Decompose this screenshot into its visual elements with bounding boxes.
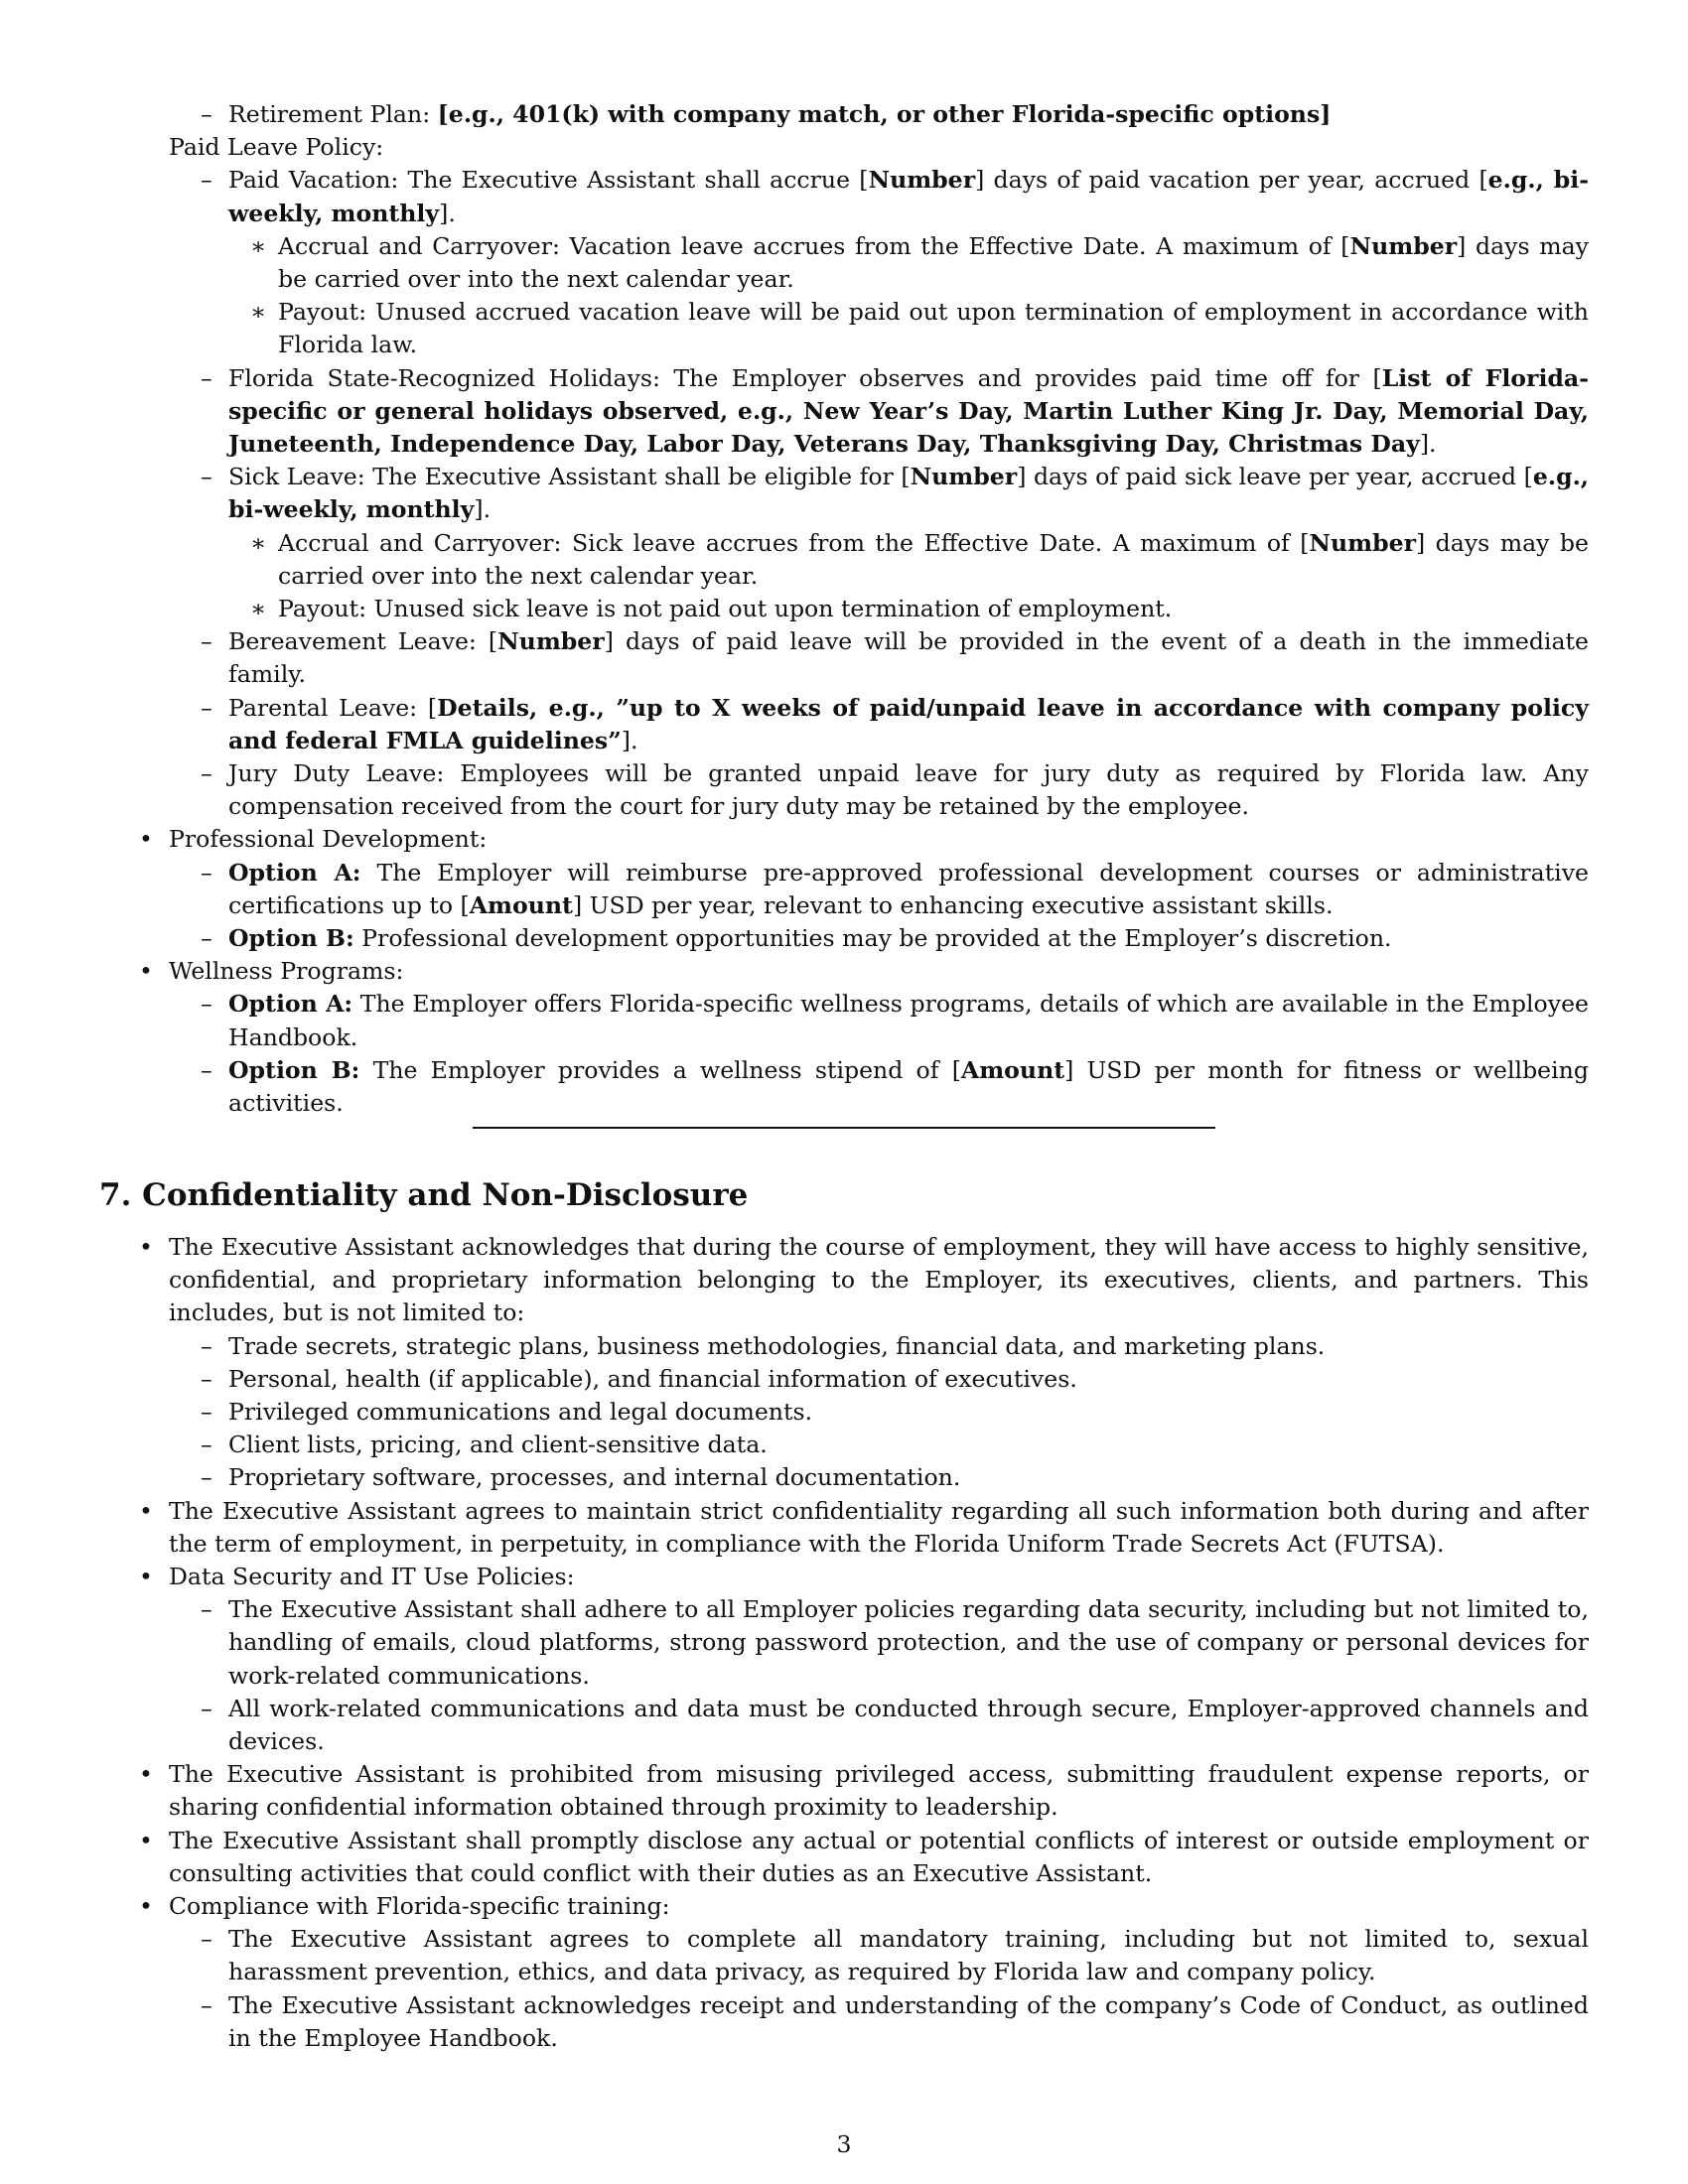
vacation-payout: ∗ Payout: Unused accrued vacation leave will be paid out upon termination of employment in accordance with Florida law. [228,296,1589,361]
sick-leave: – Sick Leave: The Executive Assistant shall be eligible for [Number] days of paid sick leave per year, accrued [e.g., bi-weekly, monthly]. ∗ Accrual and Carryover: Sick leave accrues from the Effective Date. A maximum of [Number] days may be carried over into the next calendar year. ∗ Payout: Unused sick leave is not paid out upon termination of employment. [169,461,1589,625]
list-item: – Trade secrets, strategic plans, business methodologies, financial data, and marketing plans. [169,1330,1589,1363]
confidentiality-section [99,1231,1589,2055]
list-item: – Privileged communications and legal documents. [169,1396,1589,1429]
list-item: – Proprietary software, processes, and internal documentation. [169,1461,1589,1494]
sick-payout: ∗ Payout: Unused sick leave is not paid out upon termination of employment. [228,593,1589,625]
training-compliance: • Compliance with Florida-specific training: – The Executive Assistant agrees to complete all mandatory training, including but not limited to, sexual harassment prevention, ethics, and data privacy, as required by Florida law and company policy. – The Executive Assistant acknowledges receipt and understanding of the company’s Code of Conduct, as outlined in the Employee Handbook. [99,1890,1589,2055]
paid-leave-policy: Paid Leave Policy: – Paid Vacation: The Executive Assistant shall accrue [Number] days of paid vacation per year, accrued [e.g., bi-weekly, monthly]. ∗ Accrual and Carryover: Vacation leave accrues from the Effective Date. A maximum of [Number] days may be carried over into the next calendar year. ∗ Payout: Unused accrued vacation leave will be paid out upon termination of employment in accordance with Florida law. – Florida State-Recognized Holidays: The Employer observes and provides paid time off for [List of Florida-specific or general holidays observed, e.g., New Year’s Day, Martin Luther King Jr. Day, Memorial Day, Juneteenth, Independence Day, Labor Day, Veterans Day, Thanksgiving Day, Christmas Day]. – Sick Leave: The Executive Assistant shall be eligible for [Number] days of paid sick leave per year, accrued [e.g., bi-weekly, monthly]. ∗ Accrual and Carryover: Sick leave accrues from the Effective Date. A maximum of [Number] days may be carried over into the next calendar year. ∗ Payout: Unused sick leave is not paid out upon termination of employment. – Bereavement Leave: [Number] days of paid leave will be provided in the event of a death in the immediate family. – Parental Leave: [Details, e.g., ”up to X weeks of paid/unpaid leave in accordance with company policy and federal FMLA guidelines”]. – Jury Duty Leave: Employees will be granted unpaid leave for jury duty as required by Florida law. Any compensation received from the court for jury duty may be retained by the employee. [99,131,1589,823]
retirement-continuation [99,98,1589,131]
access-acknowledgement: • The Executive Assistant acknowledges that during the course of employment, they will have access to highly sensitive, confidential, and proprietary information belonging to the Employer, its executives, clients, and partners. This includes, but is not limited to: – Trade secrets, strategic plans, business methodologies, financial data, and marketing plans. – Personal, health (if applicable), and financial information of executives. – Privileged communications and legal documents. – Client lists, pricing, and client-sensitive data. – Proprietary software, processes, and internal documentation. [99,1231,1589,1495]
sick-accrual: ∗ Accrual and Carryover: Sick leave accrues from the Effective Date. A maximum of [Number] days may be carried over into the next calendar year. [228,527,1589,593]
prof-dev-option-b: – Option B: Professional development opportunities may be provided at the Employer’s discretion. [169,922,1589,955]
retirement-plan-item: – Retirement Plan: [e.g., 401(k) with company match, or other Florida-specific options] [169,98,1589,131]
wellness-option-b: – Option B: The Employer provides a wellness stipend of [Amount] USD per month for fitness or wellbeing activities. [169,1054,1589,1120]
prohibited-conduct: • The Executive Assistant is prohibited from misusing privileged access, submitting fraudulent expense reports, or sharing confidential information obtained through proximity to leadership. [99,1758,1589,1824]
page-number: 3 [836,2130,852,2158]
wellness-programs: • Wellness Programs: – Option A: The Employer offers Florida-specific wellness programs, details of which are available in the Employee Handbook. – Option B: The Employer provides a wellness stipend of [Amount] USD per month for fitness or wellbeing activities. [99,955,1589,1120]
list-item: – Client lists, pricing, and client-sensitive data. [169,1429,1589,1461]
professional-development: • Professional Development: – Option A: The Employer will reimburse pre-approved professional development courses or administrative certifications up to [Amount] USD per year, relevant to enhancing executive assistant skills. – Option B: Professional development opportunities may be provided at the Employer’s discretion. [99,823,1589,955]
parental-leave: – Parental Leave: [Details, e.g., ”up to X weeks of paid/unpaid leave in accordance with company policy and federal FMLA guidelines”]. [169,692,1589,757]
section-heading: 7. Confidentiality and Non-Disclosure [99,1177,749,1213]
jury-duty-leave: – Jury Duty Leave: Employees will be granted unpaid leave for jury duty as required by Florida law. Any compensation received from the court for jury duty may be retained by the employee. [169,757,1589,823]
data-security: • Data Security and IT Use Policies: – The Executive Assistant shall adhere to all Employer policies regarding data security, including but not limited to, handling of emails, cloud platforms, strong password protection, and the use of company or personal devices for work-related communications. – All work-related communications and data must be conducted through secure, Employer-approved channels and devices. [99,1561,1589,1758]
list-item: – Personal, health (if applicable), and financial information of executives. [169,1363,1589,1396]
bereavement-leave: – Bereavement Leave: [Number] days of paid leave will be provided in the event of a death in the immediate family. [169,625,1589,691]
list-item: – The Executive Assistant agrees to complete all mandatory training, including but not limited to, sexual harassment prevention, ethics, and data privacy, as required by Florida law and company policy. [169,1923,1589,1988]
benefits-continued [99,98,1589,1120]
holidays: – Florida State-Recognized Holidays: The Employer observes and provides paid time off for [List of Florida-specific or general holidays observed, e.g., New Year’s Day, Martin Luther King Jr. Day, Memorial Day, Juneteenth, Independence Day, Labor Day, Veterans Day, Thanksgiving Day, Christmas Day]. [169,362,1589,462]
strict-confidentiality: • The Executive Assistant agrees to maintain strict confidentiality regarding all such information both during and after the term of employment, in perpetuity, in compliance with the Florida Uniform Trade Secrets Act (FUTSA). [99,1495,1589,1561]
section-divider [473,1127,1215,1129]
list-item: – All work-related communications and data must be conducted through secure, Employer-approved channels and devices. [169,1693,1589,1758]
conflicts-disclosure: • The Executive Assistant shall promptly disclose any actual or potential conflicts of interest or outside employment or consulting activities that could conflict with their duties as an Executive Assistant. [99,1825,1589,1890]
list-item: – The Executive Assistant shall adhere to all Employer policies regarding data security, including but not limited to, handling of emails, cloud platforms, strong password protection, and the use of company or personal devices for work-related communications. [169,1593,1589,1693]
wellness-option-a: – Option A: The Employer offers Florida-specific wellness programs, details of which are available in the Employee Handbook. [169,988,1589,1053]
paid-vacation: – Paid Vacation: The Executive Assistant shall accrue [Number] days of paid vacation per year, accrued [e.g., bi-weekly, monthly]. ∗ Accrual and Carryover: Vacation leave accrues from the Effective Date. A maximum of [Number] days may be carried over into the next calendar year. ∗ Payout: Unused accrued vacation leave will be paid out upon termination of employment in accordance with Florida law. [169,164,1589,361]
vacation-accrual: ∗ Accrual and Carryover: Vacation leave accrues from the Effective Date. A maximum of [Number] days may be carried over into the next calendar year. [228,230,1589,296]
list-item: – The Executive Assistant acknowledges receipt and understanding of the company’s Code of Conduct, as outlined in the Employee Handbook. [169,1989,1589,2055]
prof-dev-option-a: – Option A: The Employer will reimburse pre-approved professional development courses or administrative certifications up to [Amount] USD per year, relevant to enhancing executive assistant skills. [169,857,1589,922]
